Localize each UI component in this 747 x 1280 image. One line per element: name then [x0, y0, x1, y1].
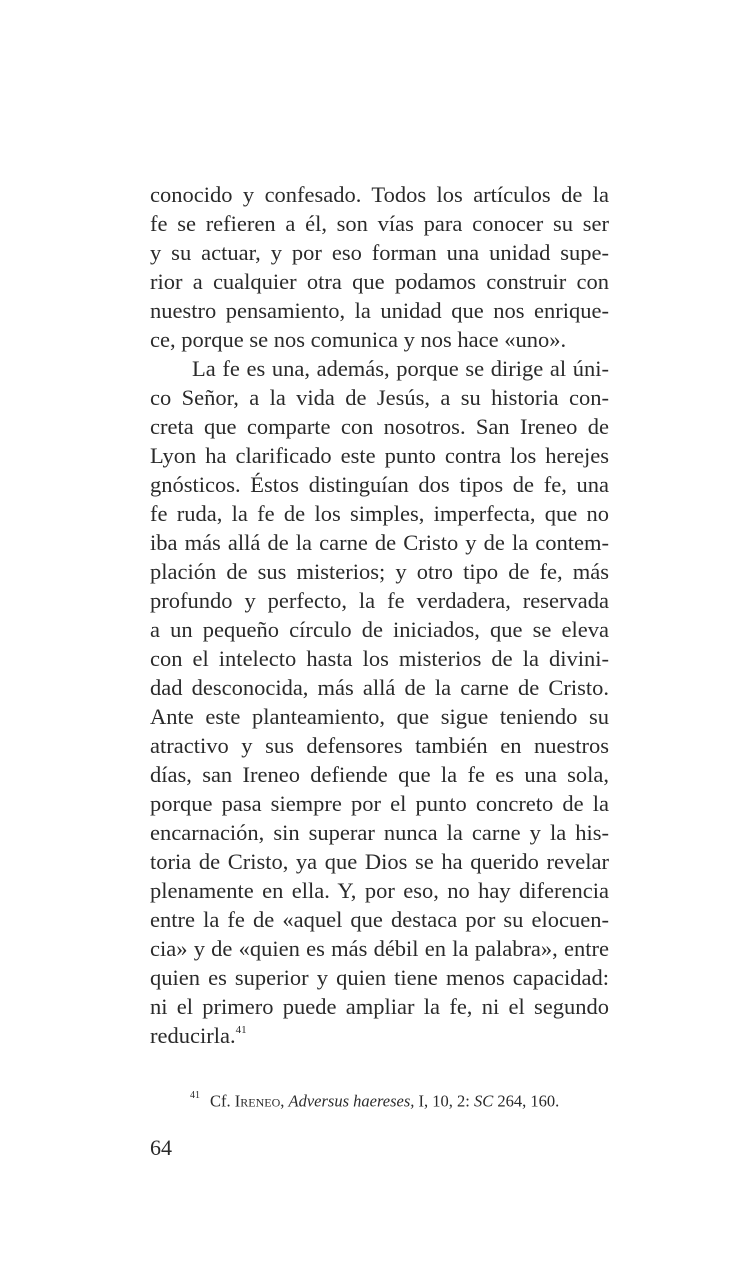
- paragraph-first-line: La fe es una, además, porque se dirige al úni-: [192, 356, 609, 381]
- footnote-location: I, 10, 2:: [418, 1091, 470, 1111]
- text-line: ce, porque se nos comunica y nos hace «uno».: [150, 327, 567, 352]
- footnote-work-title: Adversus haereses,: [288, 1091, 415, 1111]
- footnote-reference[interactable]: 41: [235, 1023, 247, 1036]
- footnote-number: 41: [190, 1090, 200, 1101]
- text-line: iba más allá de la carne de Cristo y de la contem-: [150, 530, 609, 555]
- text-line: rior a cualquier otra que podamos construir con: [150, 269, 609, 294]
- text-line: plación de sus misterios; y otro tipo de fe, más: [150, 559, 609, 584]
- text-line: encarnación, sin superar nunca la carne y la his-: [150, 820, 609, 845]
- text-line-last: [150, 1021, 609, 1050]
- text-line: toria de Cristo, ya que Dios se ha querido revelar: [150, 849, 609, 874]
- text-line: gnósticos. Éstos distinguían dos tipos de fe, una: [150, 472, 609, 497]
- text-line: conocido y confesado. Todos los artículos de la: [150, 182, 609, 207]
- text-line: nuestro pensamiento, la unidad que nos enrique-: [150, 298, 609, 323]
- last-line-text: reducirla.: [150, 1023, 236, 1048]
- text-line: quien es superior y quien tiene menos capacidad:: [150, 965, 609, 990]
- footnote-source-ref: 264, 160.: [497, 1091, 560, 1111]
- text-line: dad desconocida, más allá de la carne de Cristo.: [150, 675, 609, 700]
- text-line: creta que comparte con nosotros. San Ireneo de: [150, 414, 609, 439]
- text-line: fe se refieren a él, son vías para conocer su ser: [150, 211, 609, 236]
- page-number: 64: [150, 1135, 172, 1160]
- body-text: [150, 180, 609, 1050]
- text-line: Lyon ha clarificado este punto contra los herejes: [150, 443, 609, 468]
- text-line: plenamente en ella. Y, por eso, no hay diferencia: [150, 878, 609, 903]
- text-line: a un pequeño círculo de iniciados, que se eleva: [150, 617, 609, 642]
- footnote: [190, 1086, 559, 1114]
- text-line: días, san Ireneo defiende que la fe es una sola,: [150, 762, 609, 787]
- text-line: fe ruda, la fe de los simples, imperfecta, que no: [150, 501, 609, 526]
- text-line: ni el primero puede ampliar la fe, ni el segundo: [150, 994, 609, 1019]
- text-line: atractivo y sus defensores también en nuestros: [150, 733, 609, 758]
- footnote-prefix: Cf.: [210, 1091, 231, 1111]
- footnote-source: SC: [473, 1091, 494, 1111]
- text-line: Ante este planteamiento, que sigue teniendo su: [150, 704, 609, 729]
- text-line: con el intelecto hasta los misterios de la divini-: [150, 646, 609, 671]
- text-line: profundo y perfecto, la fe verdadera, reservada: [150, 588, 609, 613]
- text-line: porque pasa siempre por el punto concreto de la: [150, 791, 609, 816]
- text-line: entre la fe de «aquel que destaca por su elocuen-: [150, 907, 609, 932]
- footnote-author: Ireneo,: [234, 1091, 285, 1111]
- text-line: y su actuar, y por eso forman una unidad supe-: [150, 240, 609, 265]
- text-line: cia» y de «quien es más débil en la palabra», entre: [150, 936, 609, 961]
- text-line: co Señor, a la vida de Jesús, a su historia con-: [150, 385, 609, 410]
